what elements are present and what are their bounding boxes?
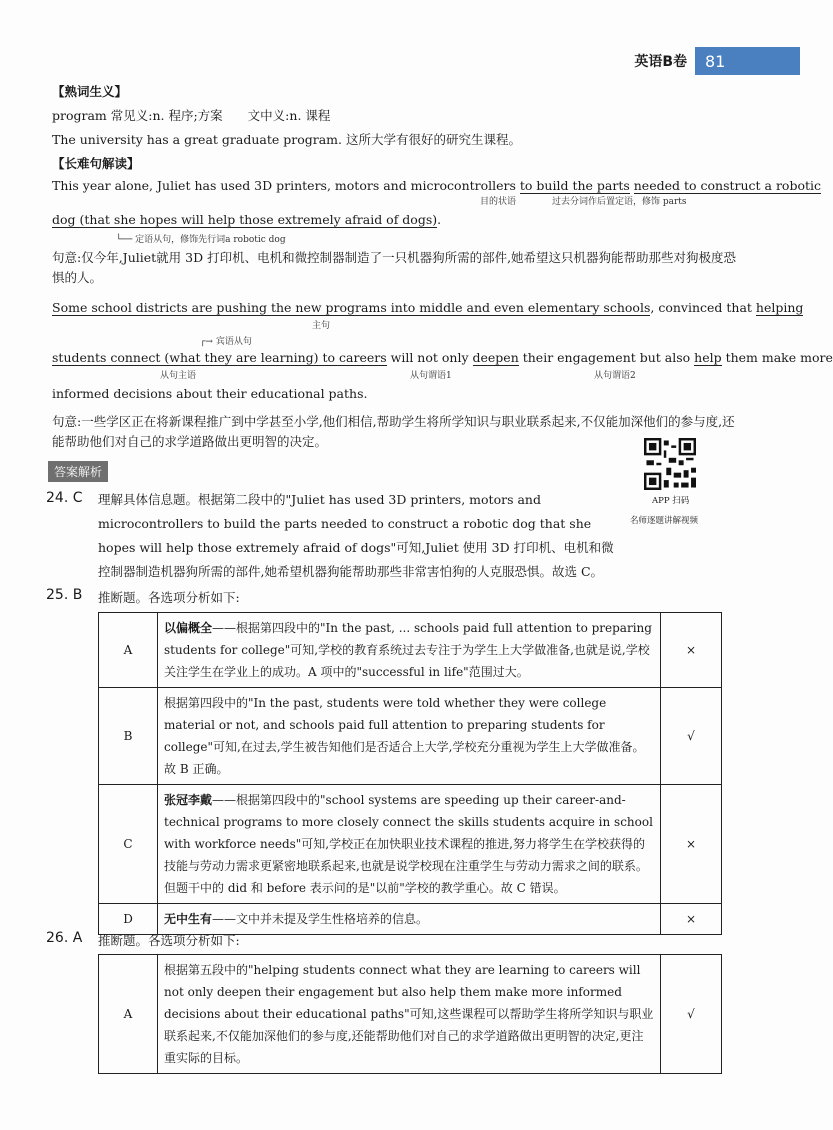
sentence2-mid: , convinced that [650, 300, 756, 315]
annotation-clause-subject: 从句主语 [160, 371, 197, 381]
option-analysis: 张冠李戴——根据第四段中的"school systems are speeding up their career-and-technical programs to more closely connect the skills students acquire in school with workforce needs"可知,学校正在加快职业技术课程的推进,努力将学生在学校获得的技能与劳动力需求更紧密地联系起来,也就是说学校现在注重学生与劳动力需求之间的联系。但题干中的 did 和 before 表示问的是"以前"学校的教学重心。故 C 错误。 [158, 785, 661, 904]
question-26-number: 26. A [46, 930, 83, 946]
annotation-attributive: └── 定语从句，修饰先行词a robotic dog [116, 235, 286, 245]
qr-caption-2: 名师逐题讲解视频 [630, 516, 699, 526]
question-24-number: 24. C [46, 490, 83, 506]
annotation-object-clause: ┌→ 宾语从句 [200, 337, 252, 347]
clause-predicate-1: deepen [472, 350, 519, 365]
qr-code-icon[interactable] [644, 438, 696, 490]
sentence2-text-d: their engagement but also [518, 350, 695, 365]
option-analysis: 无中生有——文中并未提及学生性格培养的信息。 [158, 904, 661, 935]
sentence2-line2 [52, 350, 833, 365]
question-25-table [98, 612, 722, 935]
option-letter: A [99, 613, 158, 688]
page-number: 81 [695, 47, 800, 75]
attributive-clause: dog (that she hopes will help those extremely afraid of dogs) [52, 212, 438, 227]
question-25-number: 25. B [46, 587, 83, 603]
vocab-heading: 【熟词生义】 [52, 84, 128, 99]
question-26-table [98, 954, 722, 1074]
q25-option-row-b [99, 688, 722, 785]
question-25-intro: 推断题。各选项分析如下: [98, 590, 240, 605]
annotation-main-clause: 主句 [312, 321, 331, 331]
error-type-label: 无中生有 [164, 912, 213, 926]
annotation-past-participle: 过去分词作后置定语，修饰 parts [552, 197, 687, 207]
sentence2-text-f: them make more [721, 350, 833, 365]
sentence1-line2 [52, 212, 441, 227]
page-header [634, 47, 800, 75]
option-letter: D [99, 904, 158, 935]
cross-mark-icon: × [661, 904, 722, 935]
check-mark-icon: √ [661, 688, 722, 785]
option-analysis: 以偏概全——根据第四段中的"In the past, ... schools paid full attention to preparing students for college"可知,学校的教育系统过去专注于为学生上大学做准备,也就是说,学校关注学生在学业上的成功。A 项中的"successful in life"范围过大。 [158, 613, 661, 688]
sentence-heading: 【长难句解读】 [52, 156, 140, 171]
sentence1-end: . [437, 212, 442, 227]
clause-subject: students connect (what they are learning) to careers [52, 350, 387, 365]
question-26-intro: 推断题。各选项分析如下: [98, 933, 240, 948]
error-type-label: 张冠李戴 [164, 793, 213, 807]
vocab-line-1: program 常见义:n. 程序;方案 文中义:n. 课程 [52, 108, 331, 123]
annotation-purpose: 目的状语 [480, 197, 517, 207]
cross-mark-icon: × [661, 785, 722, 904]
sentence1-text: This year alone, Juliet has used 3D printers, motors and microcontrollers [52, 178, 520, 193]
sentence2-translation: 句意:一些学区正在将新课程推广到中学甚至小学,他们相信,帮助学生将所学知识与职业联系起来,不仅能加深他们的参与度,还能帮助他们对自己的求学道路做出更明智的决定。 [52, 414, 735, 449]
cross-mark-icon: × [661, 613, 722, 688]
subject-clause-start: helping [755, 300, 804, 315]
vocab-line-2: The university has a great graduate program. 这所大学有很好的研究生课程。 [52, 132, 521, 147]
question-24-explanation: 理解具体信息题。根据第二段中的"Juliet has used 3D printers, motors and microcontrollers to build the parts needed to construct a robotic dog that she hopes will help those extremely afraid of dogs"可知,Juliet 使用 3D 打印机、电机和微控制器制造机器狗所需的部件,她希望机器狗能帮助那些非常害怕狗的人克服恐惧。故选 C。 [98, 492, 614, 579]
option-analysis: 根据第五段中的"helping students connect what they are learning to careers will not only deepen their engagement but also help them make more informed decisions about their educational paths"可知,这些课程可以帮助学生将所学知识与职业联系起来,不仅能加深他们的参与度,还能帮助他们对自己的求学道路做出更明智的决定,更注重实际的目标。 [158, 955, 661, 1074]
sentence1-line1 [52, 178, 821, 193]
past-participle-phrase: needed to construct a robotic [633, 178, 822, 193]
error-type-label: 以偏概全 [164, 621, 213, 635]
sentence2-text-b: will not only [386, 350, 473, 365]
annotation-predicate-1: 从句谓语1 [410, 371, 452, 381]
q25-option-row-a [99, 613, 722, 688]
option-letter: C [99, 785, 158, 904]
sentence2-line3: informed decisions about their educational paths. [52, 386, 368, 401]
q25-option-row-c [99, 785, 722, 904]
sentence1-translation: 句意:仅今年,Juliet就用 3D 打印机、电机和微控制器制造了一只机器狗所需的部件,她希望这只机器狗能帮助那些对狗极度恐惧的人。 [52, 250, 737, 285]
clause-predicate-2: help [694, 350, 722, 365]
check-mark-icon: √ [661, 955, 722, 1074]
sentence2-line1 [52, 300, 803, 315]
q25-option-row-d [99, 904, 722, 935]
annotation-predicate-2: 从句谓语2 [594, 371, 636, 381]
answer-analysis-label: 答案解析 [48, 461, 108, 482]
option-analysis: 根据第四段中的"In the past, students were told whether they were college material or not, and schools paid full attention to preparing students for college"可知,在过去,学生被告知他们是否适合上大学,学校充分重视为学生上大学做准备。故 B 正确。 [158, 688, 661, 785]
main-clause: Some school districts are pushing the new programs into middle and even elementary schools [52, 300, 651, 315]
qr-caption-1: APP 扫码 [652, 496, 690, 506]
q26-option-row-a [99, 955, 722, 1074]
purpose-adverbial: to build the parts [519, 178, 630, 193]
book-title: 英语B卷 [634, 54, 687, 70]
option-letter: B [99, 688, 158, 785]
option-letter: A [99, 955, 158, 1074]
